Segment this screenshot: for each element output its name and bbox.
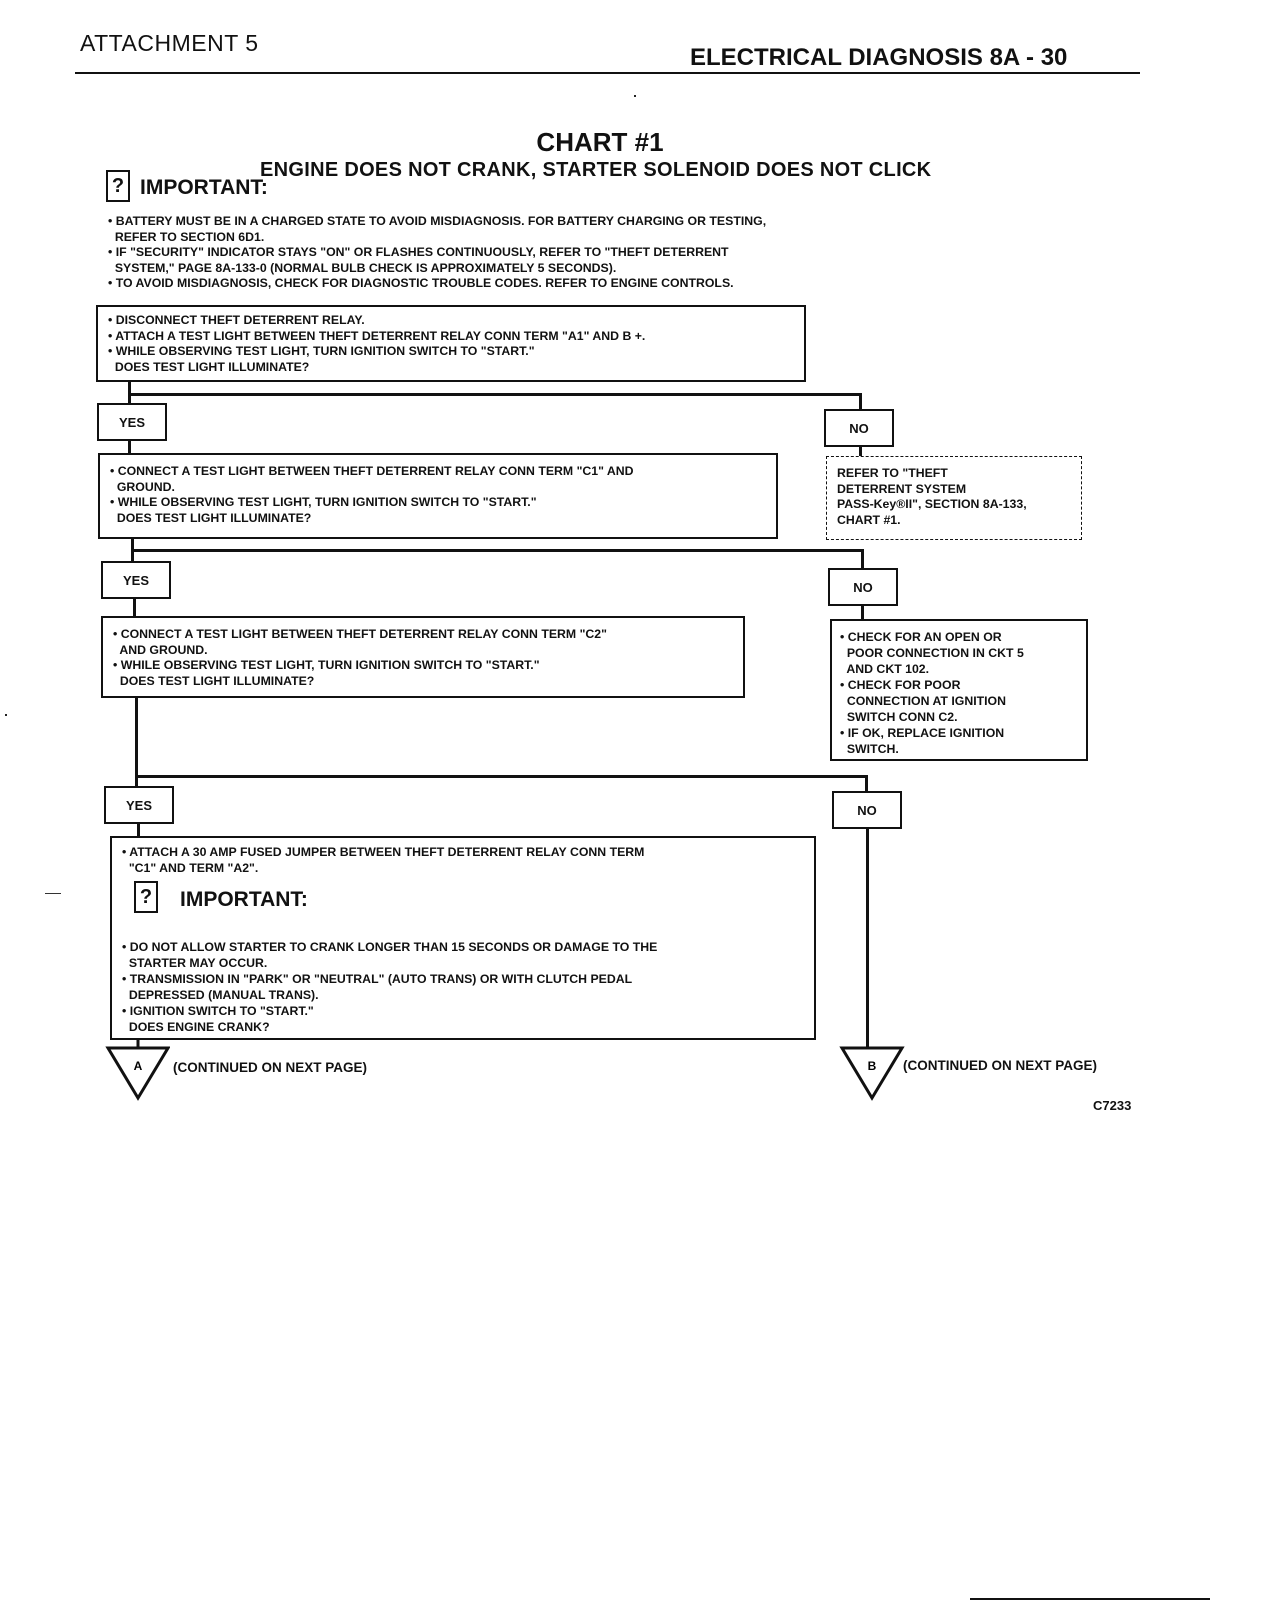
note-line: • BATTERY MUST BE IN A CHARGED STATE TO AVOID MISDIAGNOSIS. FOR BATTERY CHARGING OR TESTING,	[108, 214, 767, 228]
step3-no-line: AND CKT 102.	[840, 662, 930, 676]
continuation-a-triangle	[100, 1040, 170, 1104]
step3-no-line: POOR CONNECTION IN CKT 5	[840, 646, 1024, 660]
step3-no-line: • CHECK FOR POOR	[840, 678, 961, 692]
chart-subtitle: ENGINE DOES NOT CRANK, STARTER SOLENOID DOES NOT CLICK	[260, 159, 932, 181]
step2-no-line: REFER TO "THEFT	[837, 466, 948, 480]
branch-line	[131, 549, 864, 552]
step2-line: GROUND.	[110, 479, 175, 494]
step4-line: • ATTACH A 30 AMP FUSED JUMPER BETWEEN THEFT DETERRENT RELAY CONN TERM	[122, 845, 645, 859]
scan-speck	[5, 714, 7, 716]
step2-line: • CONNECT A TEST LIGHT BETWEEN THEFT DETERRENT RELAY CONN TERM "C1" AND	[110, 464, 634, 478]
note-line: • IF "SECURITY" INDICATOR STAYS "ON" OR FLASHES CONTINUOUSLY, REFER TO "THEFT DETERRENT	[108, 245, 729, 259]
step3-line: • WHILE OBSERVING TEST LIGHT, TURN IGNITION SWITCH TO "START."	[113, 658, 540, 672]
figure-code: C7233	[1093, 1098, 1132, 1113]
section-heading: ELECTRICAL DIAGNOSIS 8A - 30	[690, 44, 1068, 71]
continuation-b-text: (CONTINUED ON NEXT PAGE)	[903, 1058, 1098, 1073]
note-line: • TO AVOID MISDIAGNOSIS, CHECK FOR DIAGNOSTIC TROUBLE CODES. REFER TO ENGINE CONTROLS.	[108, 276, 734, 290]
connector	[861, 549, 864, 569]
step3-no-line: SWITCH CONN C2.	[840, 710, 958, 724]
continuation-a-letter: A	[133, 1059, 143, 1073]
header-rule	[75, 72, 1140, 74]
important-icon: ?	[106, 170, 130, 202]
note-line: SYSTEM," PAGE 8A-133-0 (NORMAL BULB CHECK IS APPROXIMATELY 5 SECONDS).	[108, 260, 617, 275]
step1-line: DOES TEST LIGHT ILLUMINATE?	[108, 359, 310, 374]
continuation-b-triangle	[836, 1046, 906, 1106]
step4-note-line: DOES ENGINE CRANK?	[122, 1020, 270, 1034]
no-label: NO	[832, 791, 902, 829]
step3-box	[101, 616, 745, 698]
attachment-label: ATTACHMENT 5	[80, 30, 259, 56]
step2-line: DOES TEST LIGHT ILLUMINATE?	[110, 510, 312, 525]
step1-line: • DISCONNECT THEFT DETERRENT RELAY.	[108, 313, 365, 327]
step2-no-line: CHART #1.	[837, 512, 901, 527]
step1-line: • WHILE OBSERVING TEST LIGHT, TURN IGNITION SWITCH TO "START."	[108, 344, 535, 358]
step3-no-line: • IF OK, REPLACE IGNITION	[840, 726, 1005, 740]
step4-notes	[122, 939, 657, 1035]
step2-box	[98, 453, 778, 539]
yes-label: YES	[101, 561, 171, 599]
step4-note-line: • TRANSMISSION IN "PARK" OR "NEUTRAL" (AUTO TRANS) OR WITH CLUTCH PEDAL	[122, 972, 633, 986]
step1-line: • ATTACH A TEST LIGHT BETWEEN THEFT DETERRENT RELAY CONN TERM "A1" AND B +.	[108, 328, 646, 343]
scan-mark	[45, 893, 61, 894]
important-notes	[108, 214, 766, 292]
step3-no-box	[830, 619, 1088, 761]
connector	[859, 446, 862, 456]
step3-no-line: SWITCH.	[840, 742, 899, 756]
step3-line: • CONNECT A TEST LIGHT BETWEEN THEFT DETERRENT RELAY CONN TERM "C2"	[113, 627, 607, 641]
important-label: IMPORTANT:	[140, 176, 268, 199]
step2-no-box	[826, 456, 1082, 540]
note-line: REFER TO SECTION 6D1.	[108, 229, 265, 244]
step4-box	[110, 836, 816, 1040]
no-label: NO	[824, 409, 894, 447]
branch-line	[128, 393, 861, 396]
step4-note-line: • IGNITION SWITCH TO "START."	[122, 1004, 314, 1018]
step4-important-label: IMPORTANT:	[180, 888, 308, 911]
bottom-rule	[970, 1598, 1210, 1600]
step3-no-line: CONNECTION AT IGNITION	[840, 694, 1007, 708]
step3-no-line: • CHECK FOR AN OPEN OR	[840, 630, 1002, 644]
step4-note-line: • DO NOT ALLOW STARTER TO CRANK LONGER THAN 15 SECONDS OR DAMAGE TO THE	[122, 940, 658, 954]
important-icon: ?	[134, 881, 158, 913]
step3-line: DOES TEST LIGHT ILLUMINATE?	[113, 673, 315, 688]
connector	[133, 598, 136, 618]
branch-line	[135, 775, 868, 778]
continuation-a-text: (CONTINUED ON NEXT PAGE)	[173, 1060, 368, 1075]
step4-line: "C1" AND TERM "A2".	[122, 860, 259, 875]
continuation-b-letter: B	[867, 1059, 877, 1073]
step2-no-line: PASS-Key®II", SECTION 8A-133,	[837, 497, 1027, 511]
connector	[866, 828, 869, 1050]
no-label: NO	[828, 568, 898, 606]
step2-line: • WHILE OBSERVING TEST LIGHT, TURN IGNITION SWITCH TO "START."	[110, 495, 537, 509]
yes-label: YES	[104, 786, 174, 824]
step3-line: AND GROUND.	[113, 642, 208, 657]
step2-no-line: DETERRENT SYSTEM	[837, 481, 967, 496]
step4-note-line: DEPRESSED (MANUAL TRANS).	[122, 988, 319, 1002]
scan-speck	[634, 95, 636, 97]
step4-note-line: STARTER MAY OCCUR.	[122, 956, 268, 970]
step1-box	[96, 305, 806, 382]
yes-label: YES	[97, 403, 167, 441]
chart-title: CHART #1	[536, 127, 664, 157]
